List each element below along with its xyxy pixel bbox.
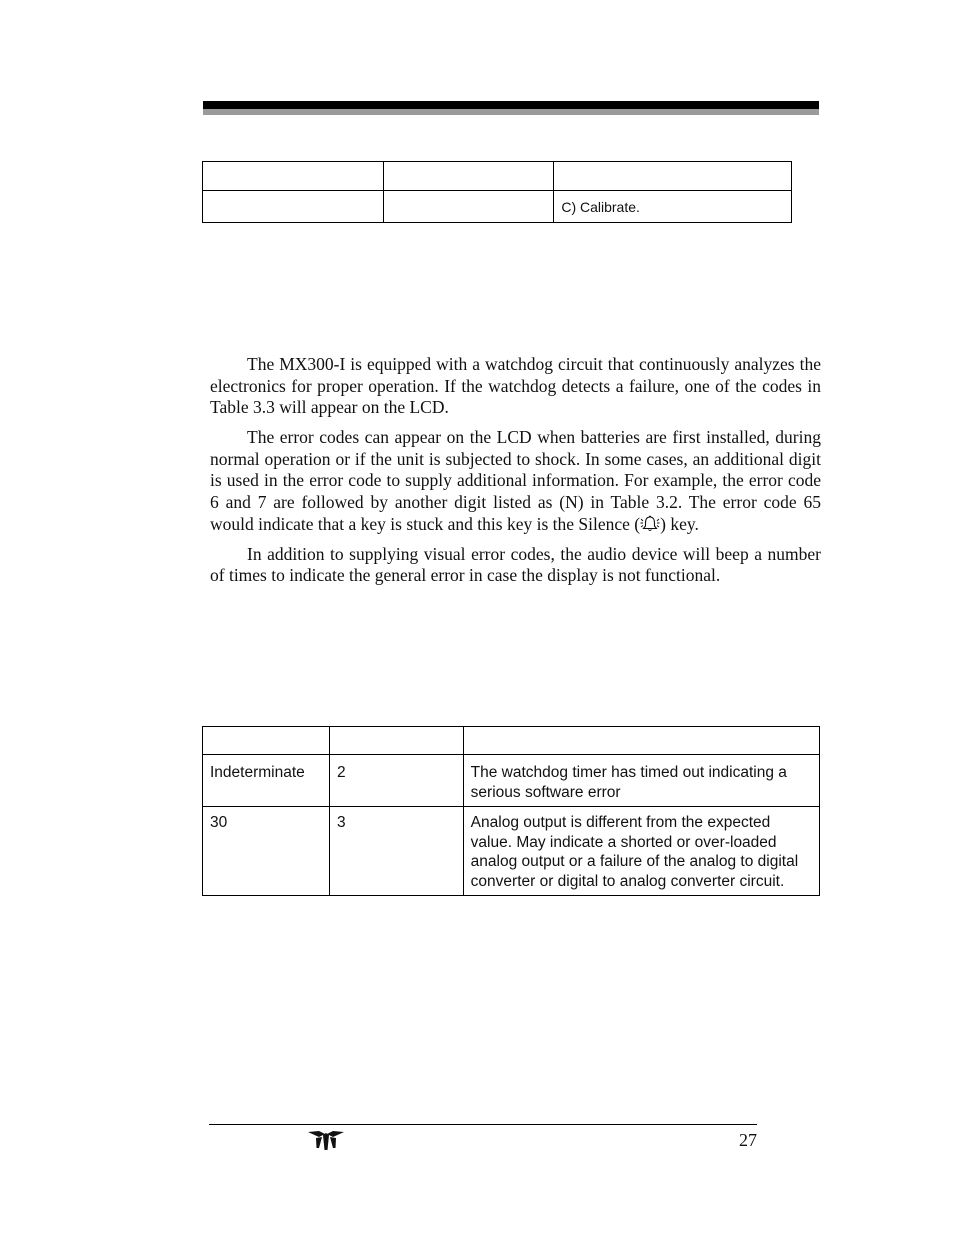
- paragraph-text: The error codes can appear on the LCD when batteries are first installed, during normal operation or if the unit is subjected to shock. In some cases, an additional digit is used in the error code to supply additional information. For example, the error code 6 and 7 are followed by another digit listed as (N) in Table 3.2. The error code 65 would indicate that a key is stuck and this key is the: [210, 427, 821, 534]
- table-cell: C) Calibrate.: [554, 191, 792, 223]
- silence-after: ) key.: [660, 513, 699, 534]
- description-cell: The watchdog timer has timed out indicating a serious software error: [463, 755, 819, 807]
- body-text: [210, 354, 821, 595]
- table-cell: [383, 191, 554, 223]
- error-code-cell: [203, 727, 330, 755]
- paragraph: In addition to supplying visual error codes, the audio device will beep a number of times to indicate the general error in case the display is not functional.: [210, 543, 821, 586]
- beeps-cell: 3: [329, 807, 463, 896]
- table-row: [203, 807, 820, 896]
- silence-before: Silence (: [578, 513, 641, 534]
- table-cell: [383, 162, 554, 191]
- table-row: [203, 727, 820, 755]
- silence-bell-icon: [640, 515, 660, 532]
- table-cell: [203, 191, 384, 223]
- teledyne-logo-icon: [306, 1128, 346, 1152]
- table-cell: [554, 162, 792, 191]
- top-table: [202, 161, 792, 223]
- error-code-cell: Indeterminate: [203, 755, 330, 807]
- table-cell: [203, 162, 384, 191]
- beeps-cell: 2: [329, 755, 463, 807]
- paragraph: The MX300-I is equipped with a watchdog circuit that continuously analyzes the electronics for proper operation. If the watchdog detects a failure, one of the codes in Table 3.3 will appear on the LCD.: [210, 354, 821, 418]
- description-cell: Analog output is different from the expected value. May indicate a shorted or over-loaded analog output or a failure of the analog to digital converter or digital to analog converter circuit.: [463, 807, 819, 896]
- beeps-cell: [329, 727, 463, 755]
- paragraph: [210, 427, 821, 535]
- table-row: [203, 191, 792, 223]
- error-code-cell: 30: [203, 807, 330, 896]
- error-code-table: [202, 726, 820, 896]
- table-row: [203, 162, 792, 191]
- table-row: [203, 755, 820, 807]
- description-cell: [463, 727, 819, 755]
- header-rule: [203, 101, 819, 115]
- page-number: 27: [739, 1130, 757, 1150]
- footer-rule: [209, 1124, 757, 1125]
